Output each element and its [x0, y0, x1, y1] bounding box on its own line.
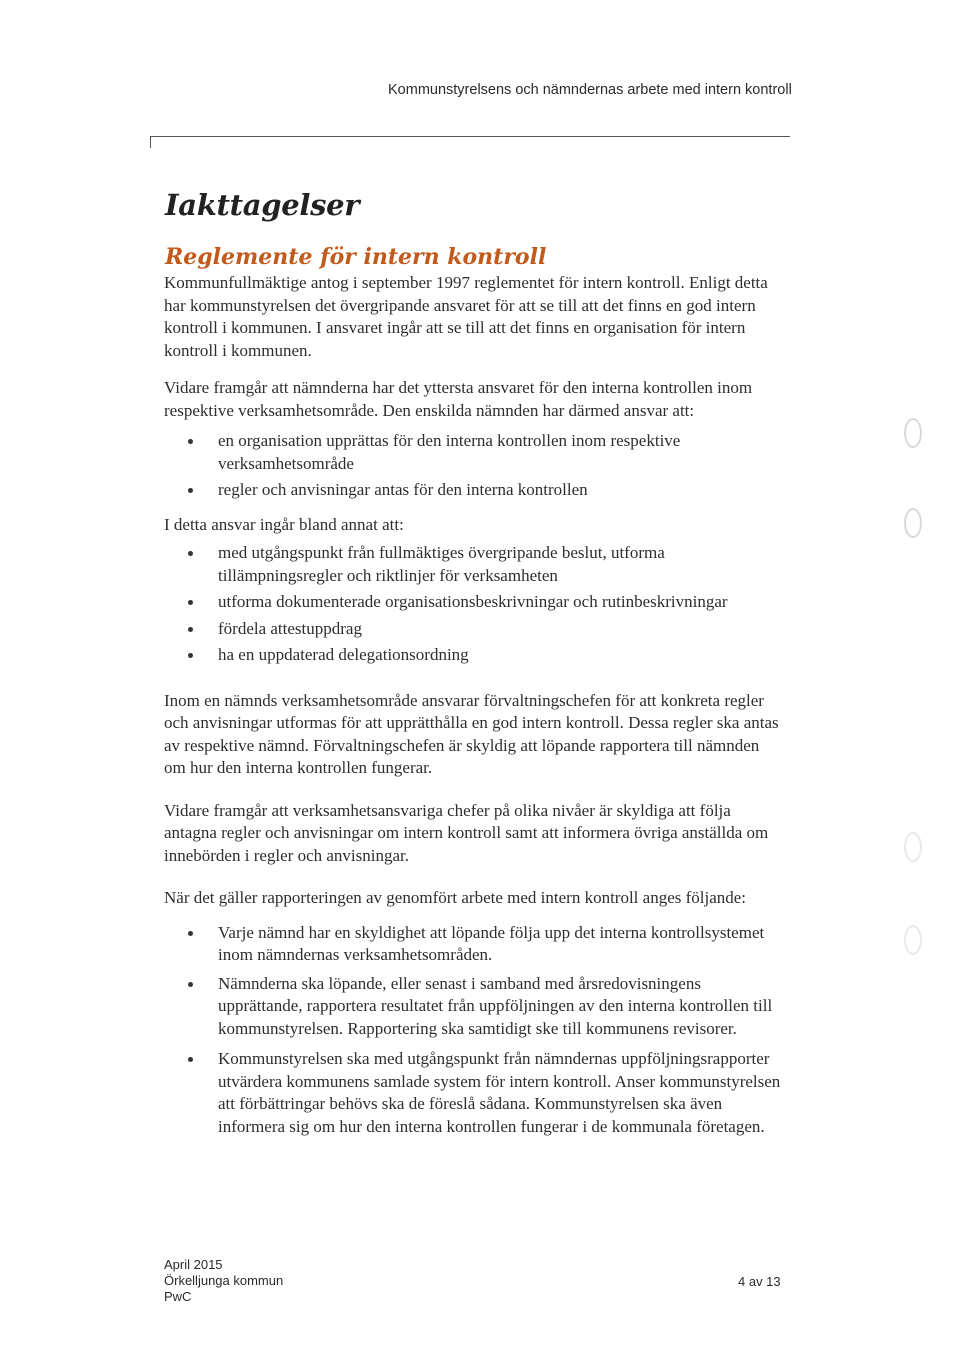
paragraph-6: När det gäller rapporteringen av genomfört arbete med intern kontroll anges följande:	[164, 888, 747, 907]
paragraph-5: Vidare framgår att verksamhetsansvariga chefer på olika nivåer är skyldiga att följa antagna regler och anvisningar om intern kontroll samt att informera övriga anställda om innebörden i regler och anvisningar.	[164, 800, 769, 865]
running-header: Kommunstyrelsens och nämndernas arbete med intern kontroll	[388, 82, 792, 98]
punch-hole-mark	[904, 832, 922, 862]
list-item: Kommunstyrelsen ska med utgångspunkt från nämndernas uppföljningsrapporter utvärdera kommunens samlade system för intern kontroll. Anser kommunstyrelsen att förbättringar behövs ska de föreslå sådana. Kommunstyrelsen ska även informera sig om hur den interna kontrollen fungerar i de kommunala företagen.	[164, 1048, 784, 1138]
list-item: regler och anvisningar antas för den interna kontrollen	[164, 479, 784, 502]
footer-firm: PwC	[164, 1289, 192, 1304]
footer-info	[164, 1257, 283, 1305]
paragraph-3: I detta ansvar ingår bland annat att:	[164, 514, 404, 534]
punch-hole-mark	[904, 925, 922, 955]
subsection-heading: Reglemente för intern kontroll	[165, 244, 547, 270]
list-ingar	[164, 542, 784, 667]
section-heading: Iakttagelser	[165, 188, 360, 222]
list-item: fördela attestuppdrag	[164, 618, 784, 641]
list-item: Varje nämnd har en skyldighet att löpande följa upp det interna kontrollsystemet inom nämndernas verksamhetsområden.	[164, 922, 784, 967]
paragraph-2: Vidare framgår att nämnderna har det yttersta ansvaret för den interna kontrollen inom respektive verksamhetsområde. Den enskilda nämnden har därmed ansvar att:	[164, 378, 753, 420]
footer-organisation: Örkelljunga kommun	[164, 1273, 284, 1288]
page-number: 4 av 13	[738, 1274, 781, 1289]
paragraph-1: Kommunfullmäktige antog i september 1997 reglementet för intern kontroll. Enligt detta har kommunstyrelsen det övergripande ansvaret för att se till att det finns en god intern kontroll i kommunen. I ansvaret ingår att se till att det finns en organisation för intern kontroll i kommunen.	[164, 273, 768, 360]
body-text	[164, 272, 784, 1138]
punch-hole-mark	[904, 508, 922, 538]
footer-date: April 2015	[164, 1257, 223, 1272]
list-ansvar	[164, 430, 784, 502]
list-item: med utgångspunkt från fullmäktiges övergripande beslut, utforma tillämpningsregler och riktlinjer för verksamheten	[164, 542, 784, 587]
paragraph-4: Inom en nämnds verksamhetsområde ansvarar förvaltningschefen för att konkreta regler och anvisningar utformas för att upprätthålla en god intern kontroll. Dessa regler ska antas av respektive nämnd. Förvaltningschefen är skyldig att löpande rapportera till nämnden om hur den interna kontrollen fungerar.	[164, 690, 779, 777]
header-rule	[150, 136, 790, 137]
list-item: utforma dokumenterade organisationsbeskrivningar och rutinbeskrivningar	[164, 591, 784, 614]
list-rapportering	[164, 922, 784, 1139]
list-item: en organisation upprättas för den interna kontrollen inom respektive verksamhetsområde	[164, 430, 784, 475]
header-rule-corner	[150, 136, 151, 148]
list-item: ha en uppdaterad delegationsordning	[164, 644, 784, 667]
punch-hole-mark	[904, 418, 922, 448]
list-item: Nämnderna ska löpande, eller senast i samband med årsredovisningens upprättande, rapportera resultatet från uppföljningen av den interna kontrollen till kommunstyrelsen. Rapportering ska samtidigt ske till kommunens revisorer.	[164, 973, 784, 1041]
